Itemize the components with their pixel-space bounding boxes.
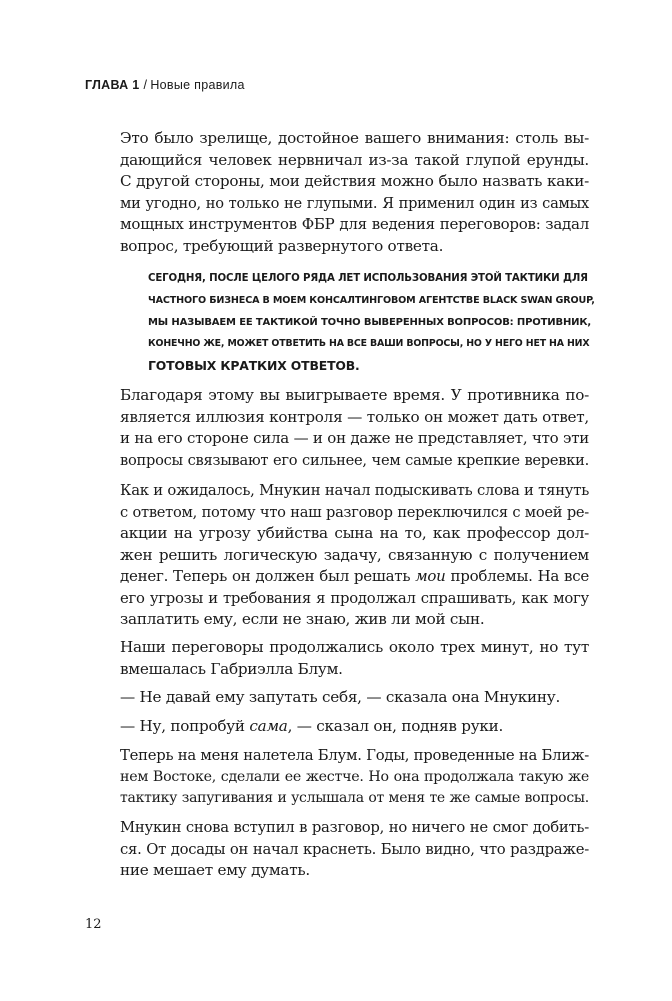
running-head bbox=[85, 78, 245, 92]
callout-line: ГОТОВЫХ КРАТКИХ ОТВЕТОВ. bbox=[148, 358, 360, 374]
paragraph-line: вопросы связывают его сильнее, чем самые крепкие веревки. bbox=[120, 451, 589, 469]
paragraph-line: акции на угрозу убийства сына на то, как профессор дол- bbox=[120, 524, 589, 542]
paragraph-line: Как и ожидалось, Мнукин начал подыскивать слова и тянуть bbox=[120, 482, 589, 499]
paragraph-line: Теперь на меня налетела Блум. Годы, проведенные на Ближ- bbox=[120, 747, 589, 764]
paragraph-8 bbox=[120, 817, 589, 882]
paragraph-1 bbox=[120, 128, 589, 257]
callout-line: СЕГОДНЯ, ПОСЛЕ ЦЕЛОГО РЯДА ЛЕТ ИСПОЛЬЗОВАНИЯ ЭТОЙ ТАКТИКИ ДЛЯ bbox=[148, 273, 588, 284]
paragraph-line bbox=[120, 716, 589, 738]
paragraph-5 bbox=[120, 687, 589, 709]
paragraph-line: Благодаря этому вы выигрываете время. У противника по- bbox=[120, 386, 589, 404]
callout-block bbox=[148, 268, 596, 377]
text-run: — Ну, попробуй bbox=[120, 717, 250, 735]
paragraph-line: дающийся человек нервничал из-за такой глупой ерунды. bbox=[120, 150, 589, 169]
callout-line: МЫ НАЗЫВАЕМ ЕЕ ТАКТИКОЙ ТОЧНО ВЫВЕРЕННЫХ ВОПРОСОВ: ПРОТИВНИК, bbox=[148, 316, 592, 328]
paragraph-line: тактику запугивания и услышала от меня те же самые вопросы. bbox=[120, 790, 589, 806]
paragraph-line: — Не давай ему запутать себя, — сказала она Мнукину. bbox=[120, 688, 561, 706]
paragraph-line: мощных инструментов ФБР для ведения переговоров: задал bbox=[120, 215, 589, 233]
running-head-separator: / bbox=[143, 78, 148, 92]
callout-line: ЧАСТНОГО БИЗНЕСА В МОЕМ КОНСАЛТИНГОВОМ АГЕНТСТВЕ BLACK SWAN GROUP, bbox=[148, 294, 595, 306]
paragraph-line: Это было зрелище, достойное вашего внимания: столь вы- bbox=[120, 129, 589, 147]
paragraph-line: является иллюзия контроля — только он может дать ответ, bbox=[120, 407, 589, 426]
paragraph-line: Наши переговоры продолжались около трех минут, но тут bbox=[120, 638, 589, 656]
paragraph-line: заплатить ему, если не знаю, жив ли мой сын. bbox=[120, 610, 485, 628]
paragraph-line: вмешалась Габриэлла Блум. bbox=[120, 659, 343, 678]
paragraph-6 bbox=[120, 716, 589, 738]
paragraph-2 bbox=[120, 385, 589, 471]
paragraph-line: Мнукин снова вступил в разговор, но ничего не смог добить- bbox=[120, 819, 589, 836]
paragraph-line: С другой стороны, мои действия можно было назвать каки- bbox=[120, 172, 589, 190]
callout-line: КОНЕЧНО ЖЕ, МОЖЕТ ОТВЕТИТЬ НА ВСЕ ВАШИ ВОПРОСЫ, НО У НЕГО НЕТ НА НИХ bbox=[148, 338, 590, 350]
paragraph-line: ся. От досады он начал краснеть. Было видно, что раздраже- bbox=[120, 840, 589, 858]
paragraph-7 bbox=[120, 745, 589, 810]
paragraph-line: ми угодно, но только не глупыми. Я применил один из самых bbox=[120, 194, 589, 212]
paragraph-line: вопрос, требующий развернутого ответа. bbox=[120, 236, 444, 255]
text-run: , — сказал он, подняв руки. bbox=[287, 717, 504, 735]
emphasis-text: сама bbox=[249, 717, 288, 735]
paragraph-line: с ответом, потому что наш разговор переключился с моей ре- bbox=[120, 503, 589, 521]
chapter-title: Новые правила bbox=[150, 78, 245, 92]
text-run: проблемы. На все bbox=[445, 567, 589, 585]
paragraph-line: нем Востоке, сделали ее жестче. Но она продолжала такую же bbox=[120, 768, 589, 785]
paragraph-line: ние мешает ему думать. bbox=[120, 861, 310, 879]
paragraph-line: жен решить логическую задачу, связанную с получением bbox=[120, 545, 589, 564]
paragraph-4 bbox=[120, 637, 589, 680]
paragraph-line: его угрозы и требования я продолжал спрашивать, как могу bbox=[120, 589, 589, 607]
emphasis-text: мои bbox=[415, 567, 446, 585]
paragraph-3 bbox=[120, 480, 589, 631]
page-number: 12 bbox=[85, 917, 102, 932]
paragraph-line: и на его стороне сила — и он даже не представляет, что эти bbox=[120, 429, 589, 447]
paragraph-line bbox=[120, 566, 589, 588]
chapter-label: ГЛАВА 1 bbox=[85, 78, 140, 92]
text-run: денег. Теперь он должен был решать bbox=[120, 567, 416, 585]
